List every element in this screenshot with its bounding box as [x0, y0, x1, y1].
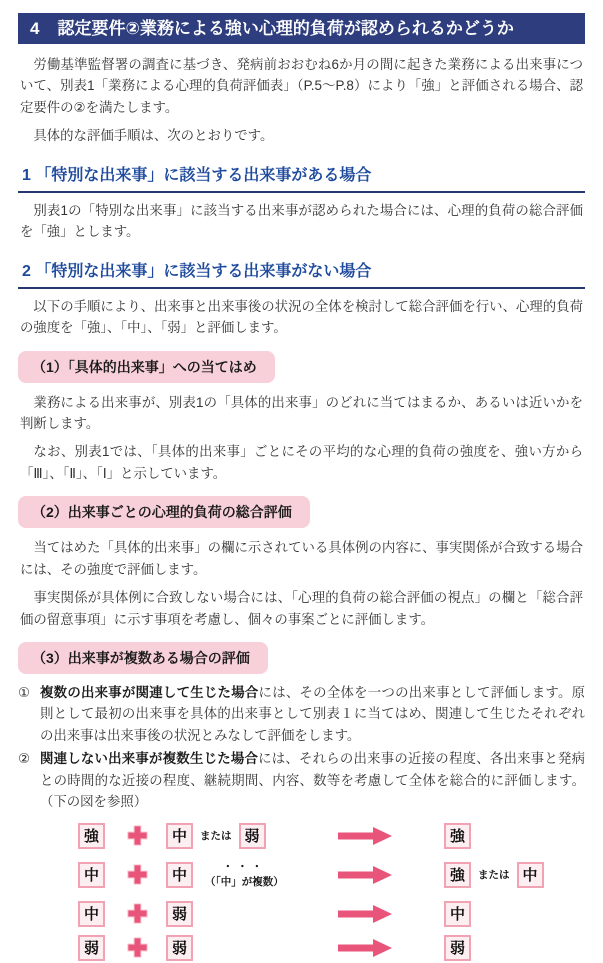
subsection-1-paragraph-1: 業務による出来事が、別表1の「具体的出来事」のどれに当てはまるか、あるいは近いかを判断します。 [20, 394, 583, 431]
subsection-2-heading: （2）出来事ごとの心理的負荷の総合評価 [18, 496, 310, 528]
diagram-row [78, 821, 585, 851]
list-item-rest: には、その全体を一つの出来事として評価します。原則として最初の出来事を具体的出来事として別表１に当てはめ、関連して生じたそれぞれの出来事は出来事後の状況とみなして評価をします。 [40, 685, 585, 743]
strength-box: 弱 [239, 823, 266, 849]
strength-box: 弱 [78, 935, 105, 961]
list-item-rest: には、それらの出来事の近接の程度、各出来事と発病との時間的な近接の程度、継続期間、内容、数等を考慮して全体を総合的に評価します。（下の図を参照） [40, 751, 586, 810]
section-2-heading: 2 「特別な出来事」に該当する出来事がない場合 [18, 256, 585, 289]
or-label: または [200, 830, 232, 843]
ellipsis-dots: ・・・ [222, 861, 267, 874]
plus-icon [127, 903, 148, 924]
arrow-right-icon [338, 826, 392, 846]
strength-box: 中 [517, 862, 544, 888]
multiple-medium-note [205, 860, 284, 888]
arrow-right-icon [338, 865, 392, 885]
list-item [18, 748, 585, 812]
plus-icon [127, 864, 148, 885]
chapter-header [18, 13, 585, 44]
plus-icon [127, 825, 148, 846]
diagram-row [78, 933, 585, 963]
strength-box: 中 [444, 901, 471, 927]
list-item-number: ① [18, 685, 31, 700]
strength-box: 強 [444, 862, 471, 888]
diagram-row [78, 899, 585, 929]
list-item-text [40, 748, 585, 812]
intro-paragraph-2: 具体的な評価手順は、次のとおりです。 [33, 128, 274, 144]
list-item-bold-lead: 関連しない出来事が複数生じた場合 [40, 751, 259, 767]
strength-box: 中 [166, 823, 193, 849]
section-1-heading: 1 「特別な出来事」に該当する出来事がある場合 [18, 160, 585, 193]
list-item [18, 682, 585, 746]
chapter-number: 4 [30, 19, 40, 38]
strength-combination-diagram [78, 821, 585, 963]
section-1-body: 別表1の「特別な出来事」に該当する出来事が認められた場合には、心理的負荷の総合評価を「強」とします。 [20, 202, 583, 240]
strength-box: 弱 [444, 935, 471, 961]
diagram-row [78, 855, 585, 895]
list-item-text [40, 682, 585, 746]
strength-box: 強 [444, 823, 471, 849]
list-item-number: ② [18, 751, 31, 767]
chapter-title: 認定要件②業務による強い心理的負荷が認められるかどうか [57, 19, 514, 38]
numbered-list [18, 682, 585, 813]
plus-icon [127, 937, 148, 958]
or-label: または [478, 869, 510, 882]
subsection-3-heading: （3）出来事が複数ある場合の評価 [18, 642, 268, 674]
arrow-right-icon [338, 938, 392, 958]
strength-box: 中 [166, 862, 193, 888]
subsection-2-paragraph-2: 事実関係が具体例に合致しない場合には、「心理的負荷の総合評価の視点」の欄と「総合評価の留意事項」に示す事項を考慮し、個々の事案ごとに評価します。 [20, 590, 583, 627]
section-2-body: 以下の手順により、出来事と出来事後の状況の全体を検討して総合評価を行い、心理的負荷の強度を「強」、「中」、「弱」と評価します。 [20, 298, 583, 336]
strength-box: 弱 [166, 901, 193, 927]
strength-box: 中 [78, 901, 105, 927]
subsection-1-paragraph-2: なお、別表1では、「具体的出来事」ごとにその平均的な心理的負荷の強度を、強い方から「Ⅲ」、「Ⅱ」、「Ⅰ」と示しています。 [20, 444, 583, 481]
list-item-bold-lead: 複数の出来事が関連して生じた場合 [40, 685, 259, 700]
strength-box: 中 [78, 862, 105, 888]
subsection-2-paragraph-1: 当てはめた「具体的出来事」の欄に示されている具体例の内容に、事実関係が合致する場合には、その強度で評価します。 [20, 540, 583, 577]
strength-box: 強 [78, 823, 105, 849]
subsection-1-heading: （1）「具体的出来事」への当てはめ [18, 351, 275, 383]
intro-paragraph-1: 労働基準監督署の調査に基づき、発病前おおむね6か月の間に起きた業務による出来事について、別表1「業務による心理的負荷評価表」（P.5～P.8）により「強」と評価される場合、認定要件の②を満たします。 [20, 57, 583, 115]
arrow-right-icon [338, 904, 392, 924]
strength-box: 弱 [166, 935, 193, 961]
note-text: （「中」が複数） [205, 875, 284, 888]
